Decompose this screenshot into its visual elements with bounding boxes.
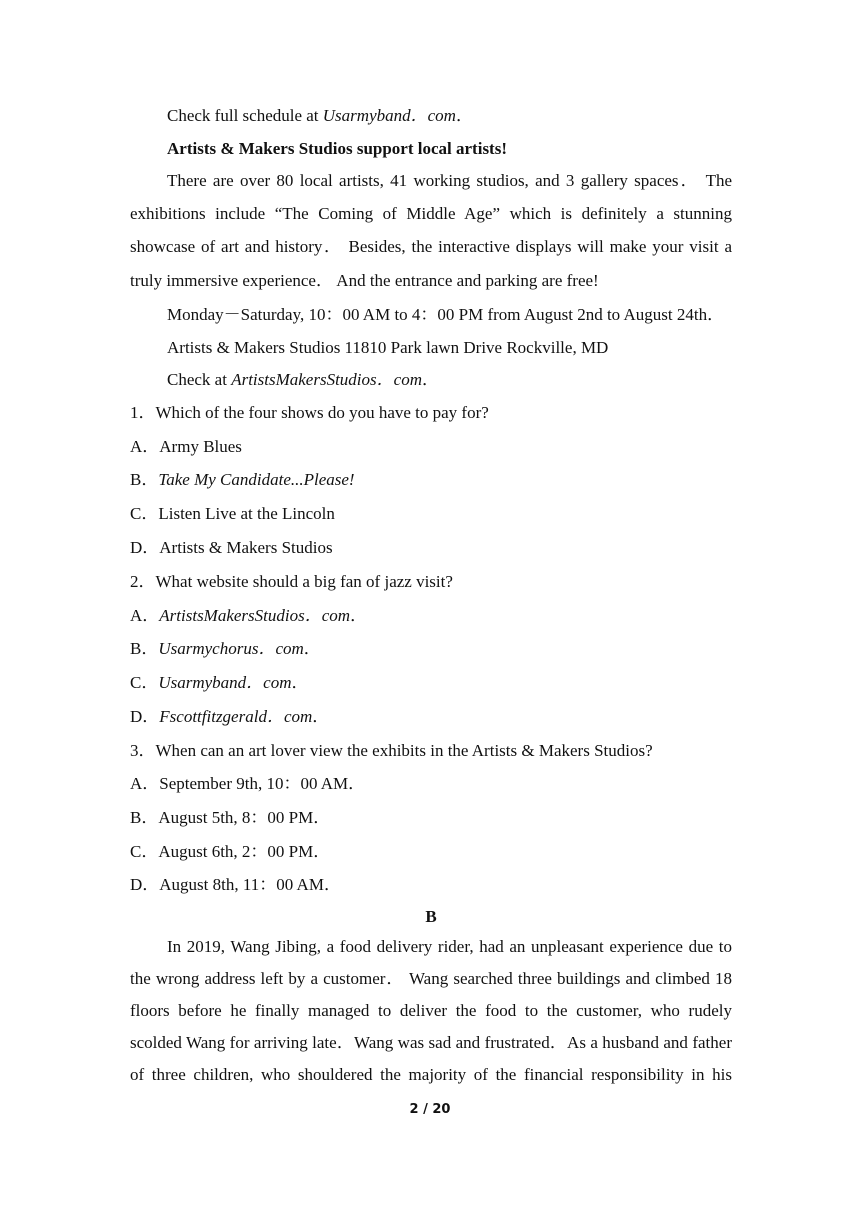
option-letter: B．	[130, 639, 159, 658]
option-letter: B．	[130, 470, 159, 489]
para-line: truly immersive experience． And the entrance and parking are free!	[130, 271, 599, 290]
question-stem: 2．What website should a big fan of jazz visit?	[130, 572, 453, 591]
schedule-prefix: Check full schedule at	[167, 106, 323, 125]
option-text: Artists & Makers Studios	[159, 538, 333, 557]
section-b-heading: B	[425, 907, 437, 926]
option	[130, 841, 732, 863]
option-letter: C．	[130, 842, 159, 861]
option-tail: ．	[350, 606, 368, 625]
para-line: the wrong address left by a customer． Wang searched three buildings and climbed 18	[130, 969, 732, 988]
para-line: In 2019, Wang Jibing, a food delivery rider, had an unpleasant experience due to	[167, 937, 732, 956]
schedule-line	[167, 105, 732, 127]
option-text: Army Blues	[159, 437, 242, 456]
para-line: There are over 80 local artists, 41 working studios, and 3 gallery spaces． The	[167, 171, 732, 190]
option	[130, 537, 732, 559]
option-letter: D．	[130, 707, 160, 726]
option-text: August 6th, 2：00 PM．	[158, 842, 331, 861]
option-text: September 9th, 10：00 AM．	[159, 774, 366, 793]
option-text: Usarmyband．com	[158, 673, 292, 692]
option	[130, 773, 732, 795]
option-letter: D．	[130, 538, 160, 557]
check-suffix: ．	[421, 370, 439, 389]
check-site: ArtistsMakersStudios．com	[231, 370, 422, 389]
option-letter: C．	[130, 673, 159, 692]
option-letter: A．	[130, 437, 160, 456]
option	[130, 672, 732, 694]
para-line: floors before he finally managed to deliver the food to the customer, who rudely	[130, 1001, 732, 1020]
question-stem: 1．Which of the four shows do you have to pay for?	[130, 403, 489, 422]
para-line: exhibitions include “The Coming of Middle Age” which is definitely a stunning	[130, 204, 732, 223]
schedule-site: Usarmyband．com	[322, 106, 456, 125]
page-number: 2 / 20	[409, 1102, 451, 1117]
para-line: scolded Wang for arriving late．Wang was sad and frustrated．As a husband and father	[130, 1033, 732, 1052]
option-text: August 8th, 11：00 AM．	[159, 875, 341, 894]
option-text: Listen Live at the Lincoln	[158, 504, 335, 523]
check-line	[167, 369, 732, 391]
option-text: Usarmychorus．com	[158, 639, 304, 658]
option	[130, 605, 732, 627]
section-heading: Artists & Makers Studios support local artists!	[167, 139, 507, 158]
option-text: Take My Candidate...Please!	[158, 470, 355, 489]
schedule-suffix: ．	[455, 106, 473, 125]
check-prefix: Check at	[167, 370, 232, 389]
option	[130, 503, 732, 525]
address-line: Artists & Makers Studios 11810 Park lawn Drive Rockville, MD	[167, 338, 609, 357]
option-text: Fscottfitzgerald．com	[159, 707, 313, 726]
option	[130, 807, 732, 829]
para-line: of three children, who shouldered the majority of the financial responsibility in his	[130, 1065, 732, 1084]
option-letter: B．	[130, 808, 159, 827]
option-tail: ．	[291, 673, 309, 692]
para-line: showcase of art and history． Besides, the interactive displays will make your visit a	[130, 237, 732, 256]
option	[130, 874, 732, 896]
hours-line: Monday－Saturday, 10：00 AM to 4：00 PM from August 2nd to August 24th．	[167, 305, 725, 324]
option	[130, 469, 732, 491]
option-letter: A．	[130, 606, 160, 625]
option-text: August 5th, 8：00 PM．	[158, 808, 331, 827]
option	[130, 638, 732, 660]
option	[130, 436, 732, 458]
option-tail: ．	[303, 639, 321, 658]
question-stem: 3．When can an art lover view the exhibits in the Artists & Makers Studios?	[130, 741, 653, 760]
option-letter: D．	[130, 875, 160, 894]
option-tail: ．	[312, 707, 330, 726]
option-letter: C．	[130, 504, 159, 523]
option-text: ArtistsMakersStudios．com	[159, 606, 351, 625]
option-letter: A．	[130, 774, 160, 793]
option	[130, 706, 732, 728]
